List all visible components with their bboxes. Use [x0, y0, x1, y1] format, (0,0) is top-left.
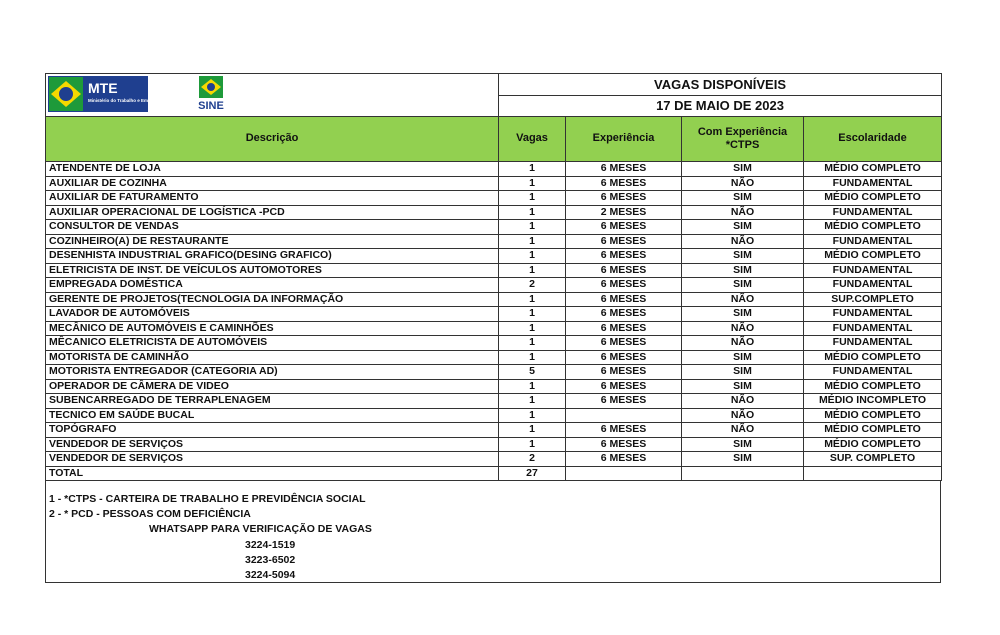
table-row [46, 321, 942, 336]
cell-escolaridade: MÉDIO COMPLETO [804, 379, 942, 394]
sine-logo [191, 76, 231, 114]
cell-ctps: SIM [682, 162, 804, 177]
cell-experiencia: 6 MESES [566, 220, 682, 235]
mte-logo [48, 76, 161, 112]
notes-section [45, 481, 941, 583]
note-ctps: 1 - *CTPS - CARTEIRA DE TRABALHO E PREVIDÊNCIA SOCIAL [49, 493, 366, 505]
cell-ctps: SIM [682, 278, 804, 293]
cell-experiencia: 6 MESES [566, 394, 682, 409]
cell-ctps: NÃO [682, 176, 804, 191]
cell-escolaridade: FUNDAMENTAL [804, 321, 942, 336]
cell-description: TECNICO EM SAÚDE BUCAL [46, 408, 499, 423]
cell-escolaridade: MÉDIO COMPLETO [804, 423, 942, 438]
cell-ctps: SIM [682, 263, 804, 278]
table-row [46, 437, 942, 452]
cell-escolaridade: MÉDIO COMPLETO [804, 249, 942, 264]
cell-ctps: SIM [682, 191, 804, 206]
phone-number: 3224-5094 [245, 569, 296, 581]
cell-description: MOTORISTA DE CAMINHÃO [46, 350, 499, 365]
table-row [46, 423, 942, 438]
cell-ctps: NÃO [682, 321, 804, 336]
cell-description: DESENHISTA INDUSTRIAL GRAFICO(DESING GRAFICO) [46, 249, 499, 264]
mte-logo-subtitle: Ministério do Trabalho e Emprego [88, 98, 161, 103]
cell-vagas: 1 [499, 350, 566, 365]
sine-logo-text: SINE [198, 100, 224, 112]
cell-vagas: 1 [499, 292, 566, 307]
cell-escolaridade: MÉDIO COMPLETO [804, 162, 942, 177]
cell-vagas: 2 [499, 278, 566, 293]
cell-vagas: 1 [499, 336, 566, 351]
table-row [46, 350, 942, 365]
cell-ctps: NÃO [682, 205, 804, 220]
table-row [46, 249, 942, 264]
cell-ctps: SIM [682, 307, 804, 322]
cell-vagas: 1 [499, 205, 566, 220]
table-header [46, 117, 942, 162]
cell-description: VENDEDOR DE SERVIÇOS [46, 452, 499, 467]
cell-ctps: NÃO [682, 234, 804, 249]
cell-escolaridade: SUP. COMPLETO [804, 452, 942, 467]
table-body [46, 162, 942, 467]
cell-ctps: SIM [682, 437, 804, 452]
cell-description: LAVADOR DE AUTOMÓVEIS [46, 307, 499, 322]
cell-vagas: 1 [499, 423, 566, 438]
cell-ctps: SIM [682, 452, 804, 467]
table-row [46, 379, 942, 394]
cell-experiencia: 6 MESES [566, 452, 682, 467]
cell-ctps: SIM [682, 379, 804, 394]
cell-experiencia: 6 MESES [566, 336, 682, 351]
cell-experiencia: 6 MESES [566, 292, 682, 307]
logo-area [46, 74, 499, 117]
cell-ctps: SIM [682, 249, 804, 264]
total-row [46, 466, 942, 481]
cell-escolaridade: MÉDIO COMPLETO [804, 350, 942, 365]
cell-vagas: 1 [499, 162, 566, 177]
cell-escolaridade: FUNDAMENTAL [804, 336, 942, 351]
cell-experiencia [566, 408, 682, 423]
cell-vagas: 1 [499, 437, 566, 452]
cell-escolaridade: FUNDAMENTAL [804, 365, 942, 380]
cell-escolaridade: FUNDAMENTAL [804, 234, 942, 249]
col-header-description: Descrição [46, 117, 499, 162]
table-row [46, 263, 942, 278]
col-header-escolaridade: Escolaridade [804, 117, 942, 162]
total-value: 27 [499, 466, 566, 481]
cell-description: MOTORISTA ENTREGADOR (CATEGORIA AD) [46, 365, 499, 380]
table-row [46, 234, 942, 249]
cell-escolaridade: MÉDIO COMPLETO [804, 408, 942, 423]
table-row [46, 220, 942, 235]
cell-vagas: 1 [499, 176, 566, 191]
cell-experiencia: 6 MESES [566, 423, 682, 438]
note-pcd: 2 - * PCD - PESSOAS COM DEFICIÊNCIA [49, 508, 251, 520]
total-empty-cell [566, 466, 682, 481]
cell-experiencia: 2 MESES [566, 205, 682, 220]
cell-vagas: 1 [499, 307, 566, 322]
phone-number: 3224-1519 [245, 539, 296, 551]
table-row [46, 336, 942, 351]
col-header-ctps: Com Experiência *CTPS [682, 117, 804, 162]
table-row [46, 452, 942, 467]
total-label: TOTAL [46, 466, 499, 481]
cell-vagas: 1 [499, 263, 566, 278]
phone-number: 3223-6502 [245, 554, 296, 566]
cell-vagas: 1 [499, 379, 566, 394]
cell-experiencia: 6 MESES [566, 191, 682, 206]
table-row [46, 292, 942, 307]
total-empty-cell [682, 466, 804, 481]
cell-escolaridade: SUP.COMPLETO [804, 292, 942, 307]
cell-vagas: 2 [499, 452, 566, 467]
cell-description: GERENTE DE PROJETOS(TECNOLOGIA DA INFORMAÇÃO [46, 292, 499, 307]
cell-ctps: NÃO [682, 394, 804, 409]
cell-escolaridade: FUNDAMENTAL [804, 278, 942, 293]
table-row [46, 278, 942, 293]
whatsapp-label: WHATSAPP PARA VERIFICAÇÃO DE VAGAS [149, 523, 372, 535]
cell-description: CONSULTOR DE VENDAS [46, 220, 499, 235]
job-listing-sheet [45, 73, 941, 583]
cell-description: AUXILIAR DE COZINHA [46, 176, 499, 191]
page-title: VAGAS DISPONÍVEIS [499, 74, 942, 96]
date-label: 17 DE MAIO DE 2023 [499, 95, 942, 117]
cell-ctps: NÃO [682, 408, 804, 423]
cell-description: AUXILIAR OPERACIONAL DE LOGÍSTICA -PCD [46, 205, 499, 220]
cell-description: VENDEDOR DE SERVIÇOS [46, 437, 499, 452]
cell-vagas: 1 [499, 234, 566, 249]
table-row [46, 191, 942, 206]
cell-description: ATENDENTE DE LOJA [46, 162, 499, 177]
cell-ctps: SIM [682, 350, 804, 365]
cell-escolaridade: MÉDIO COMPLETO [804, 191, 942, 206]
col-header-vagas: Vagas [499, 117, 566, 162]
cell-experiencia: 6 MESES [566, 278, 682, 293]
cell-escolaridade: FUNDAMENTAL [804, 263, 942, 278]
cell-vagas: 1 [499, 220, 566, 235]
total-empty-cell [804, 466, 942, 481]
cell-ctps: SIM [682, 220, 804, 235]
table-row [46, 205, 942, 220]
cell-ctps: SIM [682, 365, 804, 380]
cell-experiencia: 6 MESES [566, 234, 682, 249]
cell-escolaridade: MÉDIO COMPLETO [804, 220, 942, 235]
cell-escolaridade: FUNDAMENTAL [804, 307, 942, 322]
table-row [46, 394, 942, 409]
cell-description: ELETRICISTA DE INST. DE VEÍCULOS AUTOMOTORES [46, 263, 499, 278]
cell-experiencia: 6 MESES [566, 379, 682, 394]
cell-experiencia: 6 MESES [566, 263, 682, 278]
table-row [46, 162, 942, 177]
cell-description: COZINHEIRO(A) DE RESTAURANTE [46, 234, 499, 249]
cell-experiencia: 6 MESES [566, 307, 682, 322]
cell-experiencia: 6 MESES [566, 249, 682, 264]
mte-logo-text: MTE [88, 80, 118, 96]
cell-vagas: 5 [499, 365, 566, 380]
cell-experiencia: 6 MESES [566, 176, 682, 191]
cell-description: MECÂNICO DE AUTOMÓVEIS E CAMINHÕES [46, 321, 499, 336]
cell-vagas: 1 [499, 394, 566, 409]
cell-ctps: NÃO [682, 292, 804, 307]
cell-vagas: 1 [499, 191, 566, 206]
cell-description: EMPREGADA DOMÉSTICA [46, 278, 499, 293]
table-row [46, 408, 942, 423]
vacancies-table [45, 73, 942, 481]
cell-escolaridade: FUNDAMENTAL [804, 205, 942, 220]
table-row [46, 365, 942, 380]
cell-experiencia: 6 MESES [566, 437, 682, 452]
cell-description: AUXILIAR DE FATURAMENTO [46, 191, 499, 206]
table-row [46, 307, 942, 322]
cell-experiencia: 6 MESES [566, 365, 682, 380]
cell-vagas: 1 [499, 249, 566, 264]
cell-experiencia: 6 MESES [566, 162, 682, 177]
cell-escolaridade: FUNDAMENTAL [804, 176, 942, 191]
cell-description: MÊCANICO ELETRICISTA DE AUTOMÓVEIS [46, 336, 499, 351]
cell-description: SUBENCARREGADO DE TERRAPLENAGEM [46, 394, 499, 409]
cell-ctps: NÃO [682, 423, 804, 438]
cell-ctps: NÃO [682, 336, 804, 351]
cell-vagas: 1 [499, 408, 566, 423]
cell-escolaridade: MÉDIO COMPLETO [804, 437, 942, 452]
cell-description: TOPÓGRAFO [46, 423, 499, 438]
cell-description: OPERADOR DE CÂMERA DE VIDEO [46, 379, 499, 394]
cell-escolaridade: MÉDIO INCOMPLETO [804, 394, 942, 409]
cell-experiencia: 6 MESES [566, 321, 682, 336]
table-row [46, 176, 942, 191]
cell-vagas: 1 [499, 321, 566, 336]
col-header-experiencia: Experiência [566, 117, 682, 162]
cell-experiencia: 6 MESES [566, 350, 682, 365]
